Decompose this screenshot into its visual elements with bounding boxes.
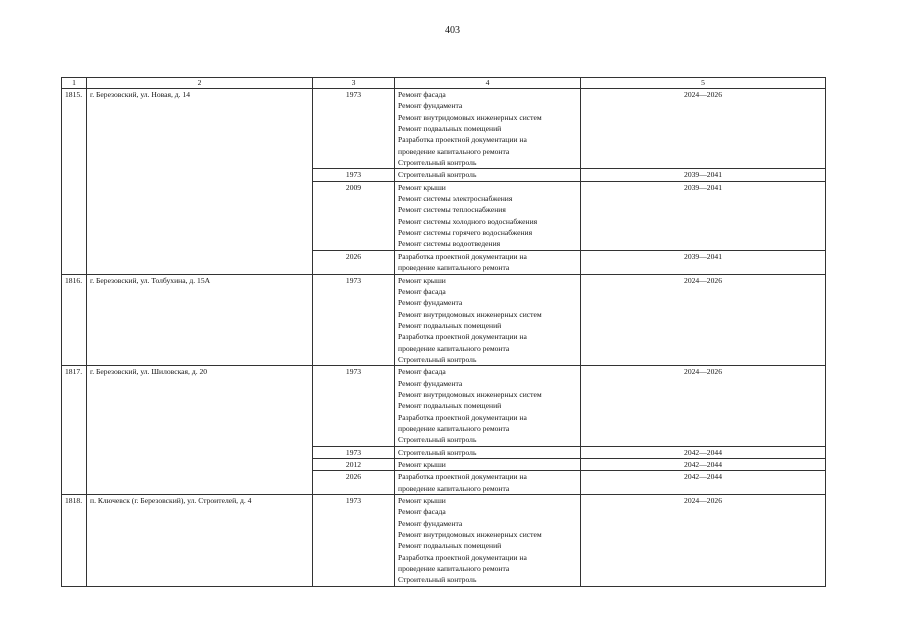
work-item: проведение капитального ремонта [398, 263, 510, 273]
entry-year: 1973 [313, 446, 395, 458]
entry-works [395, 495, 581, 587]
work-item: Ремонт подвальных помещений [398, 401, 502, 411]
work-item: Строительный контроль [398, 435, 477, 445]
work-item: Ремонт системы водоотведения [398, 239, 501, 249]
table-body [62, 89, 826, 587]
entry-period: 2039—2041 [581, 169, 826, 181]
work-item: проведение капитального ремонта [398, 483, 510, 493]
header-col-4: 4 [395, 78, 581, 89]
entry-period: 2042—2044 [581, 471, 826, 495]
record-number: 1817. [62, 366, 87, 495]
work-item: Строительный контроль [398, 447, 477, 457]
work-item: Ремонт внутридомовых инженерных систем [398, 530, 542, 540]
work-item: Ремонт внутридомовых инженерных систем [398, 112, 542, 122]
header-col-3: 3 [313, 78, 395, 89]
work-item: Ремонт фасада [398, 286, 446, 296]
work-item: Ремонт подвальных помещений [398, 541, 502, 551]
table-row [62, 495, 826, 587]
work-item: Ремонт системы теплоснабжения [398, 205, 506, 215]
work-item: проведение капитального ремонта [398, 564, 510, 574]
header-col-1: 1 [62, 78, 87, 89]
work-item: Ремонт фундамента [398, 298, 463, 308]
entry-period: 2042—2044 [581, 459, 826, 471]
work-item: Строительный контроль [398, 158, 477, 168]
work-item: Ремонт системы холодного водоснабжения [398, 216, 538, 226]
entry-works [395, 181, 581, 250]
work-item: Ремонт фасада [398, 367, 446, 377]
work-item: Строительный контроль [398, 170, 477, 180]
record-number: 1816. [62, 274, 87, 366]
header-col-2: 2 [87, 78, 313, 89]
entry-works [395, 274, 581, 366]
work-item: проведение капитального ремонта [398, 423, 510, 433]
entry-year: 2026 [313, 471, 395, 495]
work-item: проведение капитального ремонта [398, 343, 510, 353]
record-address: г. Березовский, ул. Новая, д. 14 [87, 89, 313, 275]
table-row [62, 89, 826, 169]
work-item: Ремонт крыши [398, 496, 446, 506]
work-item: Разработка проектной документации на [398, 472, 527, 482]
entry-year: 1973 [313, 169, 395, 181]
record-address: г. Березовский, ул. Шиловская, д. 20 [87, 366, 313, 495]
entry-year: 1973 [313, 366, 395, 446]
entry-year: 1973 [313, 89, 395, 169]
entry-period: 2024—2026 [581, 89, 826, 169]
repair-schedule-table [61, 77, 826, 587]
record-address: п. Ключевск (г. Березовский), ул. Строителей, д. 4 [87, 495, 313, 587]
entry-year: 2009 [313, 181, 395, 250]
entry-period: 2024—2026 [581, 366, 826, 446]
work-item: Ремонт фундамента [398, 101, 463, 111]
entry-works [395, 471, 581, 495]
entry-works [395, 169, 581, 181]
entry-period: 2039—2041 [581, 181, 826, 250]
work-item: Строительный контроль [398, 354, 477, 364]
entry-period: 2039—2041 [581, 250, 826, 274]
work-item: Ремонт системы горячего водоснабжения [398, 228, 533, 238]
work-item: Разработка проектной документации на [398, 332, 527, 342]
work-item: Ремонт фасада [398, 90, 446, 99]
work-item: Разработка проектной документации на [398, 135, 527, 145]
table-row [62, 366, 826, 446]
entry-period: 2024—2026 [581, 274, 826, 366]
record-number: 1815. [62, 89, 87, 275]
work-item: Ремонт системы электроснабжения [398, 194, 513, 204]
record-address: г. Березовский, ул. Толбухина, д. 15А [87, 274, 313, 366]
entry-works [395, 446, 581, 458]
entry-year: 2012 [313, 459, 395, 471]
work-item: Ремонт крыши [398, 275, 446, 285]
entry-works [395, 366, 581, 446]
record-number: 1818. [62, 495, 87, 587]
work-item: Ремонт внутридомовых инженерных систем [398, 309, 542, 319]
entry-period: 2024—2026 [581, 495, 826, 587]
entry-period: 2042—2044 [581, 446, 826, 458]
work-item: Ремонт внутридомовых инженерных систем [398, 389, 542, 399]
work-item: Ремонт фасада [398, 507, 446, 517]
work-item: Ремонт крыши [398, 460, 446, 469]
work-item: Разработка проектной документации на [398, 552, 527, 562]
entry-works [395, 89, 581, 169]
header-row [62, 78, 826, 89]
work-item: Ремонт крыши [398, 182, 446, 192]
work-item: проведение капитального ремонта [398, 146, 510, 156]
entry-works [395, 459, 581, 471]
work-item: Разработка проектной документации на [398, 251, 527, 261]
entry-year: 2026 [313, 250, 395, 274]
table-row [62, 274, 826, 366]
entry-works [395, 250, 581, 274]
work-item: Разработка проектной документации на [398, 412, 527, 422]
work-item: Ремонт подвальных помещений [398, 124, 502, 134]
work-item: Ремонт подвальных помещений [398, 320, 502, 330]
work-item: Строительный контроль [398, 575, 477, 585]
entry-year: 1973 [313, 495, 395, 587]
entry-year: 1973 [313, 274, 395, 366]
work-item: Ремонт фундамента [398, 378, 463, 388]
page-number: 403 [445, 25, 460, 36]
header-col-5: 5 [581, 78, 826, 89]
work-item: Ремонт фундамента [398, 518, 463, 528]
